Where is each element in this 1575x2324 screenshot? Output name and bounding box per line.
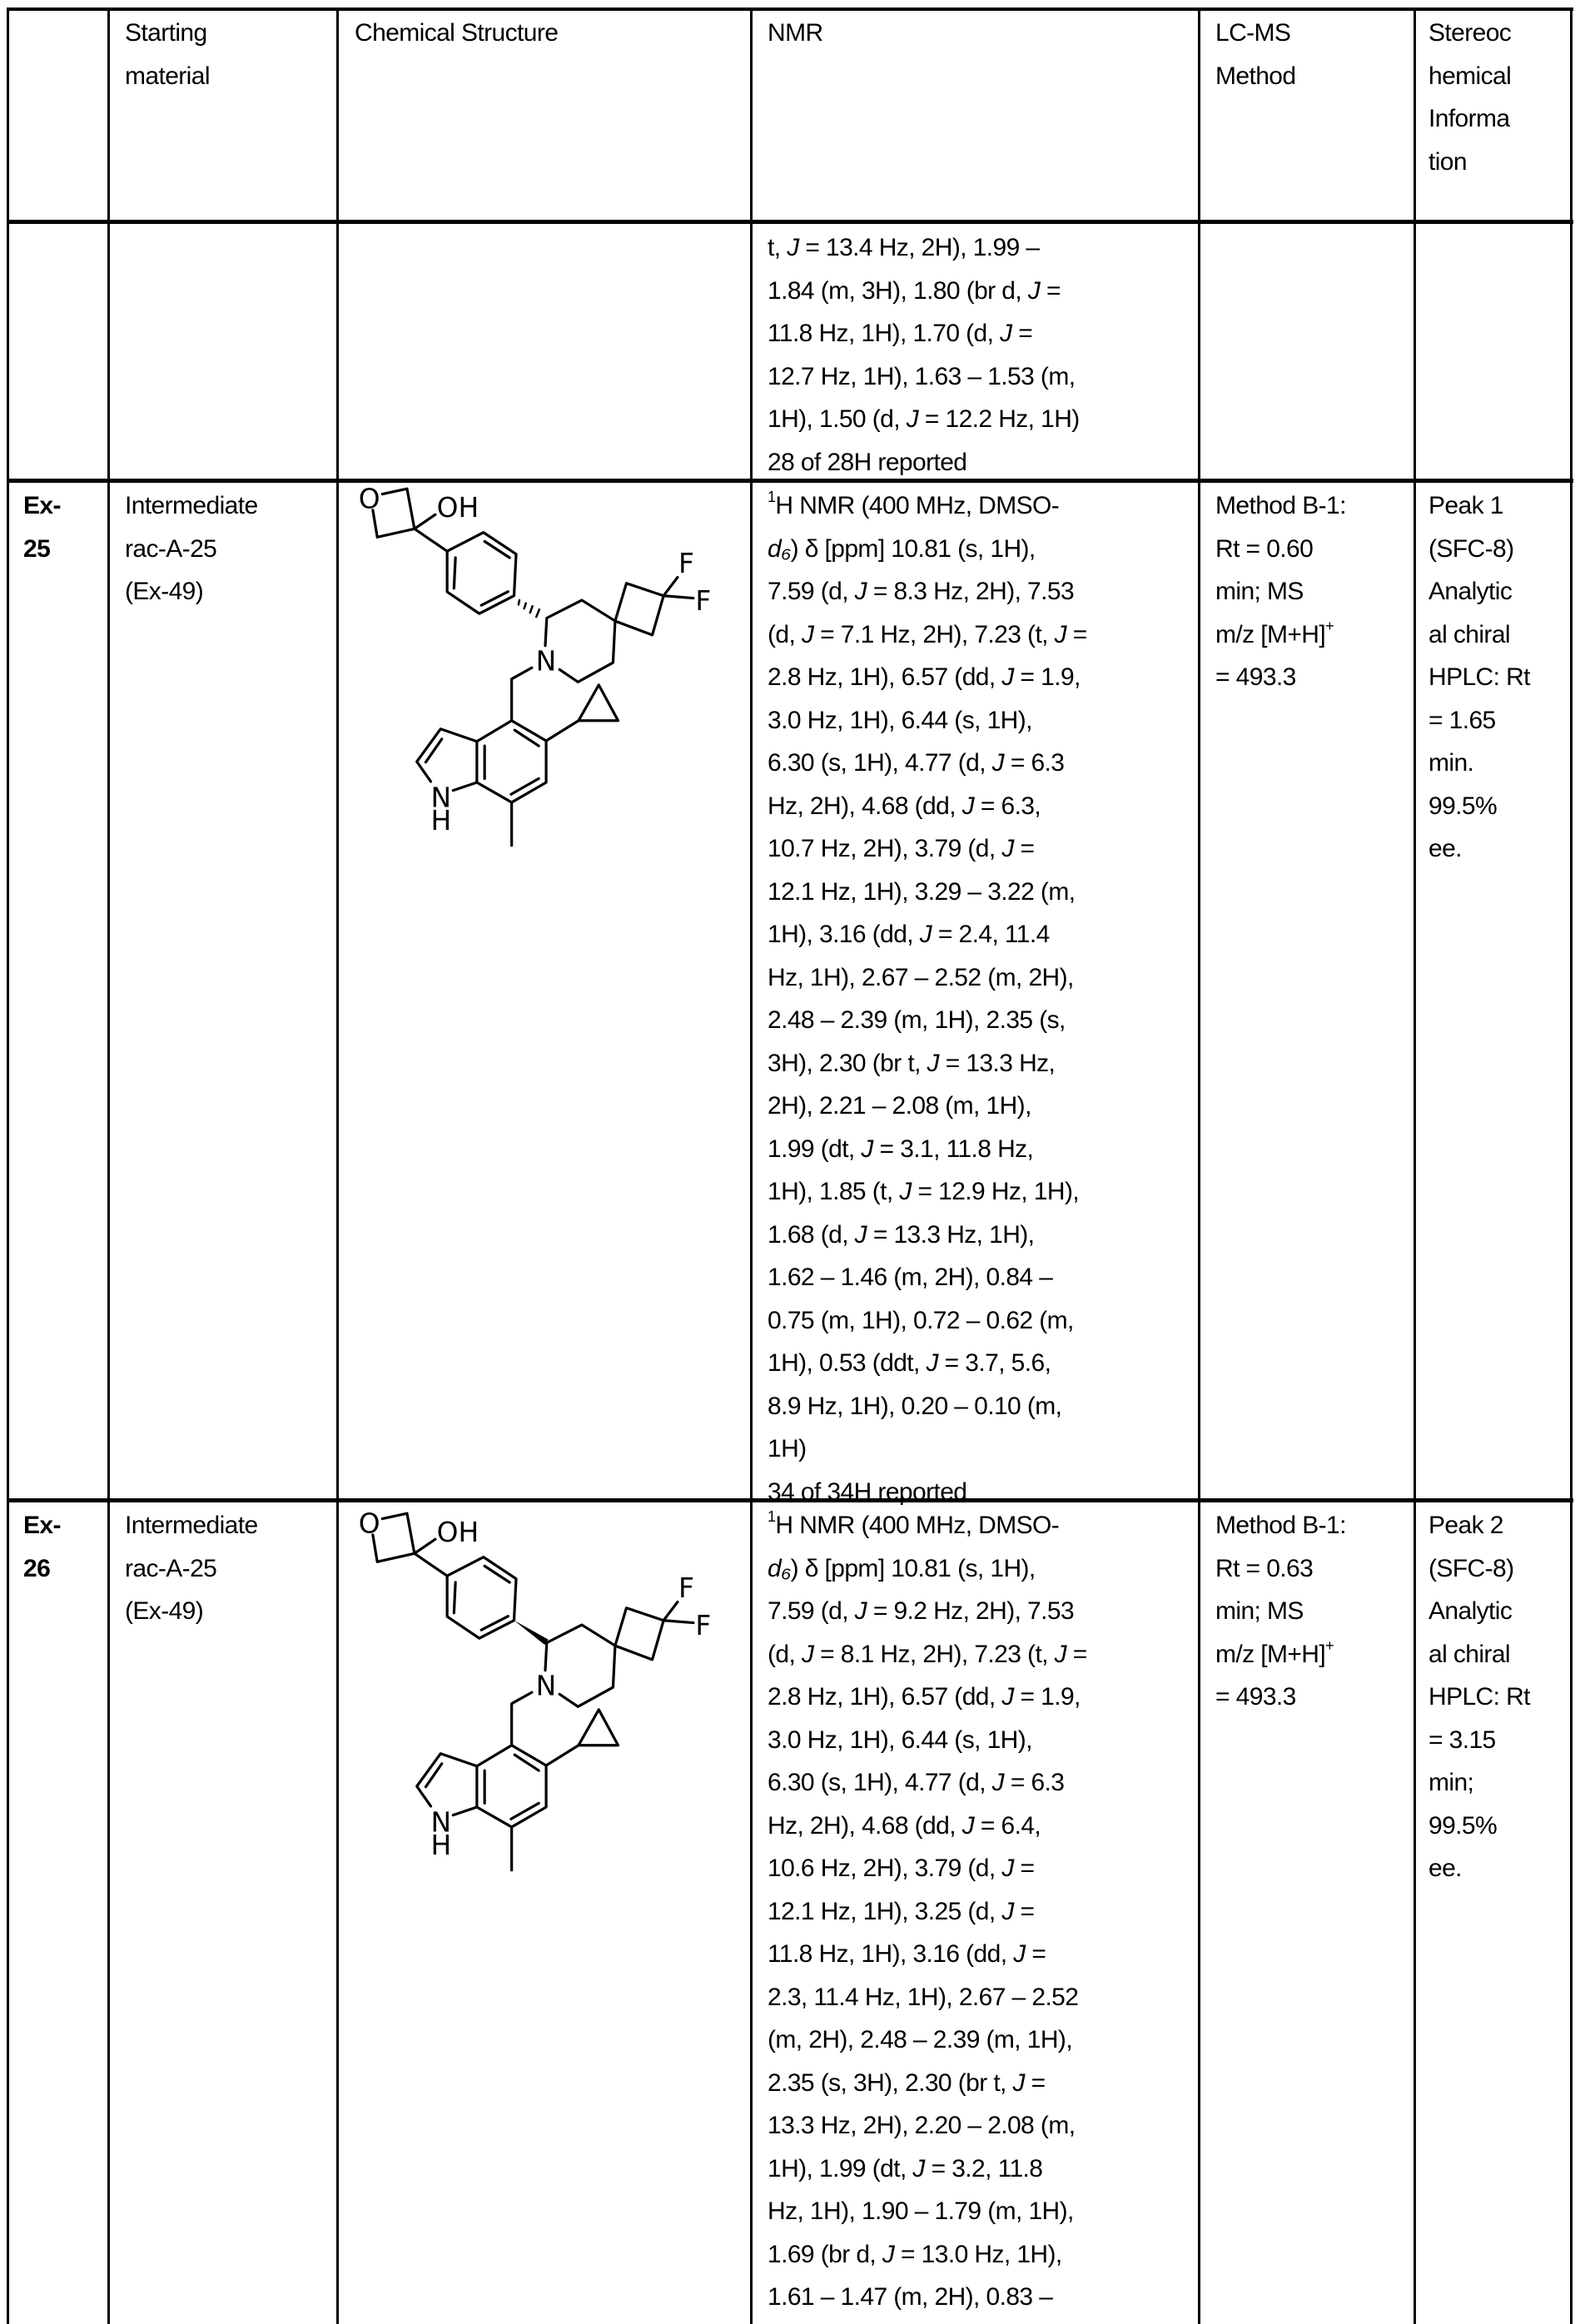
example-id-ex-26 [23,1504,61,1590]
bond [663,596,693,598]
nmr-continuation [768,226,1080,484]
methylene-bond [512,668,532,721]
atom-label-oh: OH [437,492,479,524]
stereo-ex-26 [1428,1504,1530,1890]
cyclobutane-ring [615,1608,663,1660]
text-line: HPLC: Rt [1428,1676,1530,1719]
text-line: Starting [125,12,210,55]
column-border [336,9,339,2324]
atom-label-nh-h: H [431,1830,452,1861]
chemical-structure-ex-26 [316,1507,783,1890]
lcms-ex-26 [1215,1504,1346,1719]
text-line: Intermediate [125,484,258,528]
text-line: 3.0 Hz, 1H), 6.44 (s, 1H), [768,1719,1087,1762]
column-border [1414,9,1416,2324]
bond [663,1621,693,1623]
atom-label-o: O [359,1507,380,1539]
text-line: (Ex-49) [125,1590,258,1633]
column-border [1570,9,1573,2324]
atom-label-f: F [695,585,711,617]
text-line: 12.7 Hz, 1H), 1.63 – 1.53 (m, [768,355,1080,399]
double-bond [514,1755,539,1770]
text-line: Hz, 1H), 2.67 – 2.52 (m, 2H), [768,956,1087,1000]
bond [546,1745,579,1765]
double-bond [425,1764,441,1787]
text-line: min; MS [1215,1590,1346,1633]
text-line: 1.69 (br d, J = 13.0 Hz, 1H), [768,2233,1087,2277]
text-line: al chiral [1428,1633,1530,1676]
text-line: al chiral [1428,613,1530,657]
text-line: Hz, 2H), 4.68 (dd, J = 6.4, [768,1805,1087,1848]
atom-label-f: F [695,1610,711,1641]
column-border [107,9,110,2324]
text-line: 1H) [768,1428,1087,1471]
text-line: 1.84 (m, 3H), 1.80 (br d, J = [768,270,1080,313]
text-line: 1H), 1.50 (d, J = 12.2 Hz, 1H) [768,398,1080,441]
header-starting-material [125,12,210,97]
example-id-ex-25 [23,484,61,570]
text-line: 12.1 Hz, 1H), 3.25 (d, J = [768,1890,1087,1934]
bond [546,721,579,741]
text-line: 12.1 Hz, 1H), 3.29 – 3.22 (m, [768,871,1087,914]
double-bond [481,592,508,605]
pyrrole-bonds [417,1754,477,1806]
text-line: 1H), 1.99 (dt, J = 3.2, 11.8 [768,2148,1087,2191]
double-bond [454,558,455,588]
text-line: LC-MS [1215,12,1295,55]
text-line: (d, J = 8.1 Hz, 2H), 7.23 (t, J = [768,1633,1087,1676]
benzene-ring [447,1557,516,1639]
text-line: 2H), 2.21 – 2.08 (m, 1H), [768,1085,1087,1128]
text-line: m/z [M+H]+ [1215,1633,1346,1676]
indole-benzene-ring [477,1745,546,1827]
atom-label-oh: OH [437,1517,479,1548]
text-line: 34 of 34H reported [768,1471,1087,1514]
text-line: Method [1215,55,1295,98]
text-line: Ex- [23,484,61,528]
text-line: 99.5% [1428,1805,1530,1848]
text-line: 3.0 Hz, 1H), 6.44 (s, 1H), [768,699,1087,742]
nmr-ex-26 [768,1504,1087,2319]
text-line: = 1.65 [1428,699,1530,742]
bond [415,529,447,551]
text-line: m/z [M+H]+ [1215,613,1346,657]
chemical-structure-ex-25 [316,483,783,866]
nmr-ex-25 [768,484,1087,1513]
text-line: 2.3, 11.4 Hz, 1H), 2.67 – 2.52 [768,1976,1087,2019]
atom-label-o: O [359,483,380,514]
text-line: Chemical Structure [355,12,558,55]
text-line: rac-A-25 [125,528,258,571]
text-line: 2.35 (s, 3H), 2.30 (br t, J = [768,2062,1087,2105]
bond [663,1602,678,1621]
starting-material-ex-26 [125,1504,258,1633]
text-line: d₆) δ [ppm] 10.81 (s, 1H), [768,528,1087,571]
text-line: (m, 2H), 2.48 – 2.39 (m, 1H), [768,2019,1087,2062]
text-line: Intermediate [125,1504,258,1547]
text-line: t, J = 13.4 Hz, 2H), 1.99 – [768,226,1080,270]
text-line: min; MS [1215,570,1346,613]
text-line: 1.99 (dt, J = 3.1, 11.8 Hz, [768,1128,1087,1171]
text-line: NMR [768,12,823,55]
double-bond [484,1566,509,1582]
column-border [750,9,753,2324]
column-border [1198,9,1200,2324]
text-line: 1H), 1.85 (t, J = 12.9 Hz, 1H), [768,1170,1087,1214]
text-line: 1H), 3.16 (dd, J = 2.4, 11.4 [768,913,1087,956]
hashed-wedge-bond [519,600,539,617]
text-line: 11.8 Hz, 1H), 1.70 (d, J = [768,312,1080,355]
double-bond [484,541,509,558]
text-line: d₆) δ [ppm] 10.81 (s, 1H), [768,1547,1087,1591]
text-line: rac-A-25 [125,1547,258,1591]
text-line: (d, J = 7.1 Hz, 2H), 7.23 (t, J = [768,613,1087,657]
text-line: Rt = 0.63 [1215,1547,1346,1591]
text-line: Informa [1428,97,1511,141]
text-line: Stereoc [1428,12,1511,55]
column-border [7,9,9,2324]
text-line: 10.6 Hz, 2H), 3.79 (d, J = [768,1847,1087,1890]
atom-label-n: N [536,646,557,678]
solid-wedge-bond [514,1621,549,1645]
text-line: Peak 1 [1428,484,1530,528]
pyrrole-bonds [417,729,477,782]
text-line: 26 [23,1547,61,1591]
text-line: Method B-1: [1215,1504,1346,1547]
text-line: material [125,55,210,98]
text-line: 6.30 (s, 1H), 4.77 (d, J = 6.3 [768,742,1087,785]
header-stereochemical-information [1428,12,1511,183]
text-line: (SFC-8) [1428,528,1530,571]
bond [453,1807,477,1815]
methylene-bond [512,1692,532,1745]
text-line: 1H NMR (400 MHz, DMSO- [768,1504,1087,1547]
header-chemical-structure [355,12,558,55]
atom-label-nh-n: N [431,1806,452,1838]
double-bond [511,1803,539,1819]
double-bond [514,730,539,746]
starting-material-ex-25 [125,484,258,613]
cyclopropyl-ring [579,1710,619,1745]
text-line: 1H NMR (400 MHz, DMSO- [768,484,1087,528]
text-line: Peak 2 [1428,1504,1530,1547]
bond [415,1539,435,1553]
text-line: tion [1428,141,1511,184]
text-line: 0.75 (m, 1H), 0.72 – 0.62 (m, [768,1299,1087,1343]
text-line: 8.9 Hz, 1H), 0.20 – 0.10 (m, [768,1385,1087,1428]
text-line: hemical [1428,55,1511,98]
header-lcms-method [1215,12,1295,97]
text-line: ee. [1428,827,1530,871]
text-line: min. [1428,742,1530,785]
text-line: 25 [23,528,61,571]
text-line: 1.62 – 1.46 (m, 2H), 0.84 – [768,1256,1087,1299]
table-top-border [7,7,1573,11]
benzene-ring [447,533,516,613]
text-line: 3H), 2.30 (br t, J = 13.3 Hz, [768,1042,1087,1085]
text-line: Hz, 1H), 1.90 – 1.79 (m, 1H), [768,2190,1087,2233]
text-line: Analytic [1428,570,1530,613]
text-line: min; [1428,1761,1530,1805]
text-line: Method B-1: [1215,484,1346,528]
text-line: Rt = 0.60 [1215,528,1346,571]
text-line: 1.61 – 1.47 (m, 2H), 0.83 – [768,2276,1087,2319]
text-line: ee. [1428,1847,1530,1890]
atom-label-nh-h: H [431,805,452,837]
text-line: 99.5% [1428,785,1530,828]
double-bond [454,1582,455,1613]
text-line: 6.30 (s, 1H), 4.77 (d, J = 6.3 [768,1761,1087,1805]
text-line: = 493.3 [1215,1676,1346,1719]
text-line: 1H), 0.53 (ddt, J = 3.7, 5.6, [768,1342,1087,1385]
text-line: Ex- [23,1504,61,1547]
text-line: (Ex-49) [125,570,258,613]
stereo-ex-25 [1428,484,1530,871]
text-line: = 493.3 [1215,656,1346,699]
lcms-ex-25 [1215,484,1346,699]
text-line: 2.8 Hz, 1H), 6.57 (dd, J = 1.9, [768,656,1087,699]
atom-label-f: F [678,1572,694,1604]
header-nmr [768,12,823,55]
indole-benzene-ring [477,721,546,802]
text-line: Hz, 2H), 4.68 (dd, J = 6.3, [768,785,1087,828]
atom-label-n: N [536,1671,557,1702]
double-bond [481,1616,508,1630]
bond [415,1553,447,1576]
text-line: Analytic [1428,1590,1530,1633]
bond [663,578,678,596]
double-bond [511,778,539,794]
text-line: 28 of 28H reported [768,441,1080,484]
text-line: 2.8 Hz, 1H), 6.57 (dd, J = 1.9, [768,1676,1087,1719]
text-line: HPLC: Rt [1428,656,1530,699]
text-line: 7.59 (d, J = 9.2 Hz, 2H), 7.53 [768,1590,1087,1633]
cyclobutane-ring [615,583,663,635]
bond [415,514,435,529]
text-line: 1.68 (d, J = 13.3 Hz, 1H), [768,1214,1087,1257]
atom-label-nh-n: N [431,782,452,813]
text-line: (SFC-8) [1428,1547,1530,1591]
double-bond [425,739,441,762]
text-line: 7.59 (d, J = 8.3 Hz, 2H), 7.53 [768,570,1087,613]
text-line: 2.48 – 2.39 (m, 1H), 2.35 (s, [768,999,1087,1042]
atom-label-f: F [678,548,694,579]
text-line: = 3.15 [1428,1719,1530,1762]
text-line: 13.3 Hz, 2H), 2.20 – 2.08 (m, [768,2104,1087,2148]
text-line: 10.7 Hz, 2H), 3.79 (d, J = [768,827,1087,871]
bond [453,782,477,791]
text-line: 11.8 Hz, 1H), 3.16 (dd, J = [768,1933,1087,1976]
cyclopropyl-ring [579,685,619,721]
header-bottom-border [7,220,1573,224]
